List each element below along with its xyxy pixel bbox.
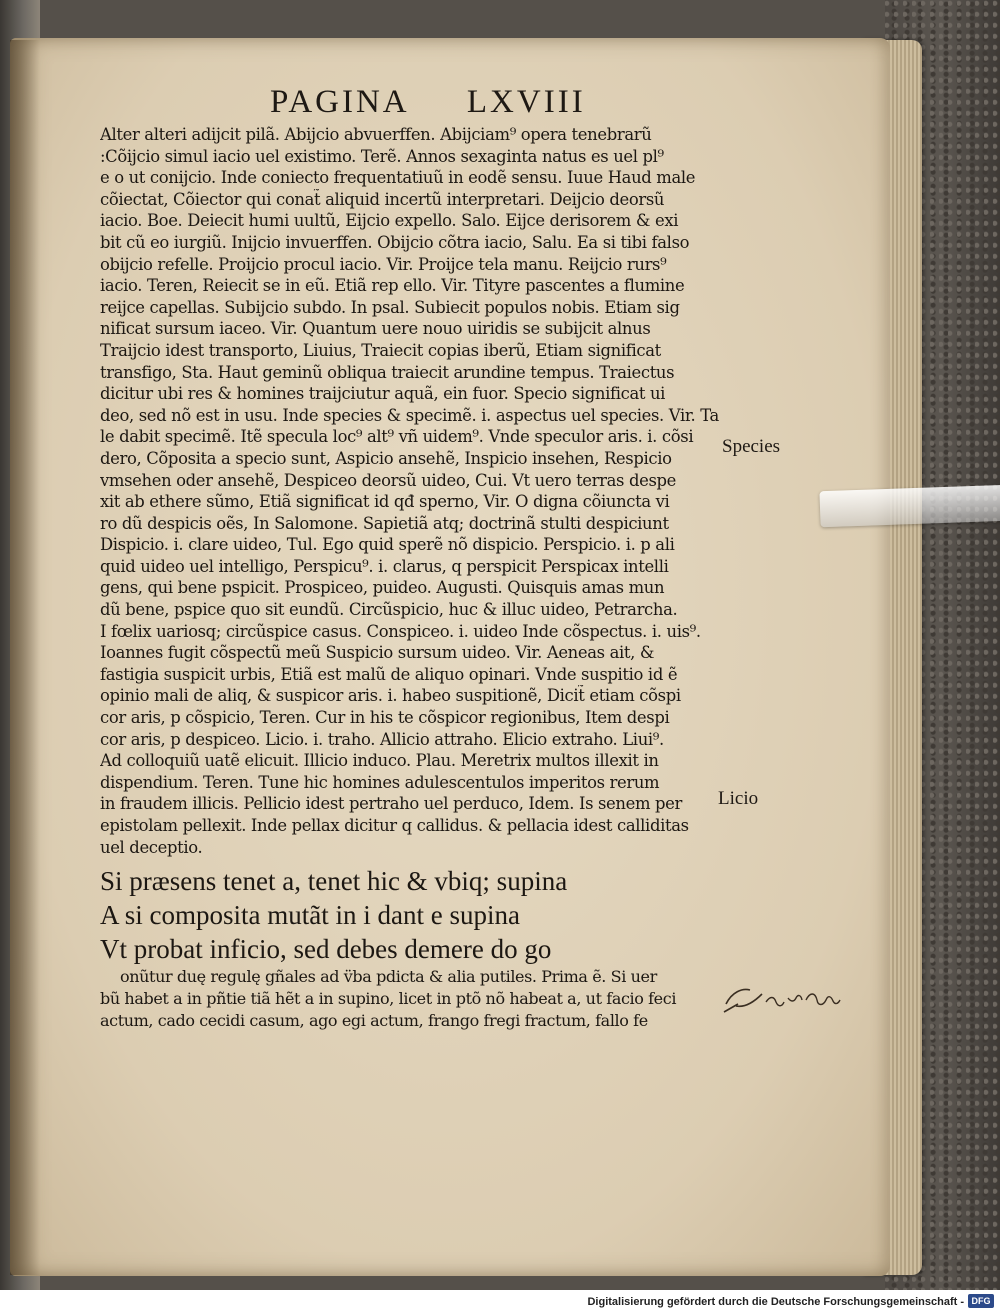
footer-credit: Digitalisierung gefördert durch die Deutsche Forschungsgemeinschaft - (587, 1296, 964, 1308)
verse-line: A si composita mutãt in i dant e supina (100, 900, 520, 931)
reading-ruler-overlay (819, 485, 1000, 528)
text-line: Dispicio. i. clare uideo, Tul. Ego quid sperẽ nõ dispicio. Perspicio. i. p ali (100, 535, 675, 555)
text-line: dero, Cõposita a specio sunt, Aspicio ansehẽ, Inspicio insehen, Respicio (100, 448, 672, 468)
text-line: reijce capellas. Subijcio subdo. In psal. Subiecit populos nobis. Etiam sig (100, 297, 680, 317)
page-gutter (10, 40, 40, 1275)
marginal-licio: Licio (718, 788, 759, 809)
text-line: :Cõijcio simul iacio uel existimo. Terẽ. Annos sexaginta natus es uel pl⁹ (100, 146, 664, 166)
folio-number: LXVIII (466, 84, 586, 120)
text-line: I fœlix uariosq; circũspice casus. Conspiceo. i. uideo Inde cõspectus. i. uis⁹. (100, 621, 701, 641)
commentary-line: actum, cado cecidi casum, ago egi actum, frango fregi fractum, fallo fe (100, 1011, 648, 1031)
text-line: Traijcio idest transporto, Liuius, Traiecit copias iberũ, Etiam significat (100, 340, 661, 360)
running-head-word: PAGINA (270, 84, 410, 120)
text-line: Ioannes fugit cõspectũ meũ Suspicio sursum uideo. Vir. Aeneas ait, & (100, 643, 655, 663)
commentary-line: bũ habet a in pñtie tiã hẽt a in supino, licet in ptõ nõ habeat a, ut facio feci (100, 989, 677, 1009)
text-line: in fraudem illicis. Pellicio idest pertraho uel perduco, Idem. Is senem per (100, 794, 682, 814)
text-line: iacio. Boe. Deiecit humi uultũ, Eijcio expello. Salo. Eijce derisorem & exi (100, 211, 679, 231)
text-line: dũ bene, pspice quo sit eundũ. Circũspicio, huc & illuc uideo, Petrarcha. (100, 600, 678, 620)
text-line: ro dũ despicis oẽs, In Salomone. Sapietiã atq; doctrinã stulti despiciunt (100, 513, 669, 533)
text-line: fastigia suspicit urbis, Etiã est malũ de aliquo opinari. Vnde suspitio id ẽ (100, 664, 678, 684)
text-line: quid uideo uel intelligo, Perspicu⁹. i. clarus, q perspicit Perspicax intelli (100, 556, 669, 576)
text-line: transfigo, Sta. Haut geminũ obliqua traiecit arundine tempus. Traiectus (100, 362, 675, 382)
text-line: nificat sursum iaceo. Vir. Quantum uere nouo uiridis se subijcit alnus (100, 319, 651, 339)
text-line: xit ab ethere sũmo, Etiã significat id qđ sperno, Vir. O digna cõiuncta vi (100, 492, 670, 512)
marginal-species: Species (722, 436, 781, 457)
dfg-logo: DFG (968, 1294, 994, 1308)
text-line: deo, sed nõ est in usu. Inde species & specimẽ. i. aspectus uel species. Vir. Ta (100, 405, 719, 425)
verse-line: Vt probat inficio, sed debes demere do go (100, 934, 552, 965)
text-line: cõiectat, Cõiector qui conat̃ aliquid incertũ interpretari. Deijcio deorsũ (100, 189, 665, 209)
text-line: Ad colloquiũ uatẽ elicuit. Illicio induco. Plau. Meretrix multos illexit in (100, 751, 659, 771)
text-line: vmsehen oder ansehẽ, Despiceo deorsũ uideo, Cui. Vt uero terras despe (100, 470, 677, 490)
text-line: gens, qui bene pspicit. Prospiceo, puideo. Augusti. Quisquis amas mun (100, 578, 665, 598)
text-line: e o ut conijcio. Inde coniecto frequentatiuũ in eodẽ sensu. Iuue Haud male (100, 168, 696, 188)
text-line: uel deceptio. (100, 837, 203, 857)
text-line: obijcio refelle. Proijcio procul iacio. Vir. Proijce tela manu. Reijcio rurs⁹ (100, 254, 667, 274)
text-line: cor aris, p despiceo. Licio. i. traho. Allicio attraho. Elicio extraho. Liui⁹. (100, 729, 664, 749)
verse-line: Si præsens tenet a, tenet hic & vbiq; supina (100, 866, 568, 897)
text-line: Alter alteri adijcit pilã. Abijcio abvuerffen. Abijciam⁹ opera tenebrarũ (100, 125, 652, 144)
text-line: dicitur ubi res & homines traijciutur aquã, ein fuor. Specio significat ui (100, 384, 666, 404)
text-line: cor aris, p cõspicio, Teren. Cur in his te cõspicor regionibus, Item despi (100, 708, 670, 728)
commentary-text (100, 966, 730, 1032)
verse-text (100, 864, 730, 966)
text-line: opinio mali de aliq, & suspicor aris. i. habeo suspitionẽ, Dicit̃ etiam cõspi (100, 686, 681, 706)
commentary-line: onũtur duę regulę gñales ad v̈ba pdicta & alia putiles. Prima ẽ. Si uer (120, 967, 657, 987)
text-line: epistolam pellexit. Inde pellax dicitur q callidus. & pellacia idest calliditas (100, 816, 689, 835)
text-line: iacio. Teren, Reiecit se in eũ. Etiã rep ello. Vir. Tityre pascentes a flumine (100, 276, 685, 296)
main-text-block (100, 124, 730, 1032)
text-line: bit cũ eo iurgiũ. Inijcio invuerffen. Obijcio cõtra iacio, Salu. Ea si tibi falso (100, 232, 690, 252)
manuscript-note-handwritten (722, 982, 852, 1016)
running-head (270, 84, 610, 121)
prose-text (100, 124, 730, 858)
text-line: dispendium. Teren. Tune hic homines adulescentulos imperitos rerum (100, 772, 660, 792)
text-line: le dabit specimẽ. Itẽ specula loc⁹ alt⁹ vñ uidem⁹. Vnde speculor aris. i. cõsi (100, 427, 694, 447)
